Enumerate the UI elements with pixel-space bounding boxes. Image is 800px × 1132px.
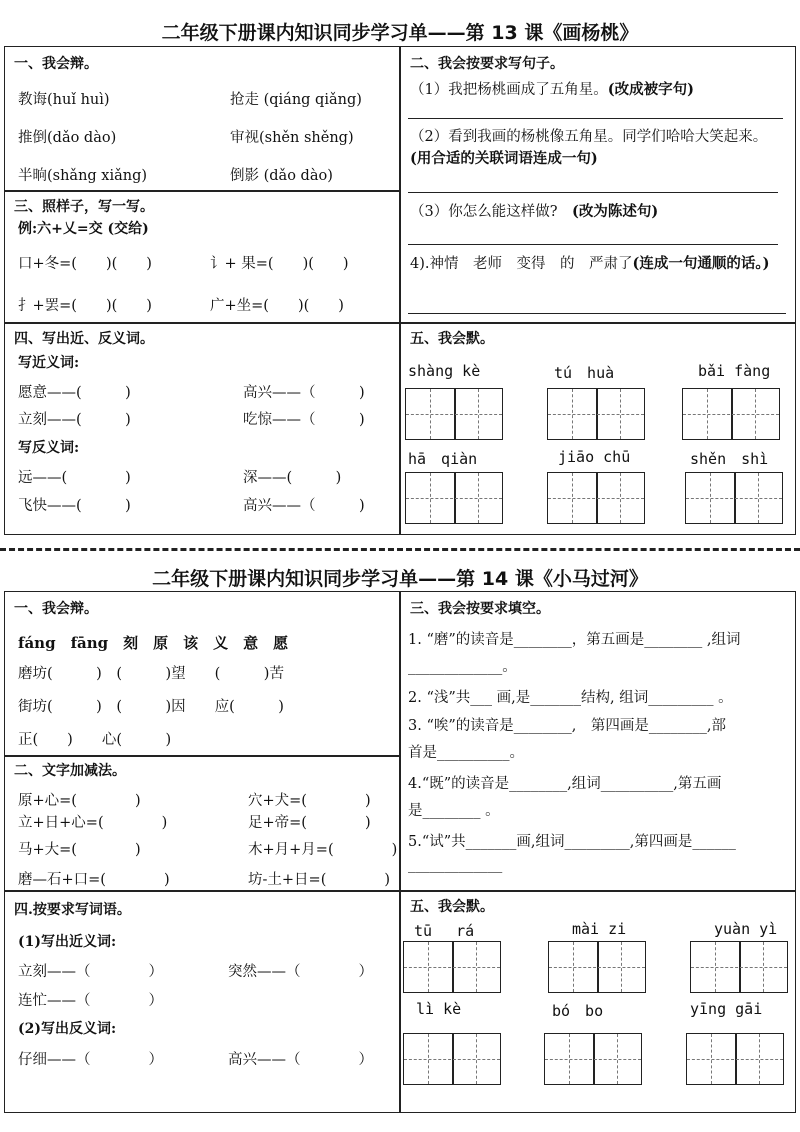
compose-item: 口+冬=( )( ) xyxy=(18,256,152,272)
distinguish-item: 半晌(shǎng xiǎng) xyxy=(18,168,148,184)
sheet1-sec1-heading: 一、我会辩。 xyxy=(14,56,98,72)
writing-grid[interactable] xyxy=(548,941,646,993)
synonym-item: 高兴——（ ) xyxy=(243,385,365,401)
distinguish-item: 倒影 (dǎo dào) xyxy=(230,168,333,184)
sheet2-sec2-heading: 二、文字加减法。 xyxy=(14,763,126,779)
compose-item: 扌+罢=( )( ) xyxy=(18,298,152,314)
pinyin-label: jiāo chū xyxy=(558,448,631,466)
char-math-item: 立+日+心=( ) xyxy=(18,815,168,831)
pinyin-label: yuàn yì xyxy=(714,920,778,938)
sheet2-title: 二年级下册课内知识同步学习单——第 14 课《小马过河》 xyxy=(152,568,648,590)
fill-blank-line: 首是__________。 xyxy=(408,745,524,761)
writing-grid[interactable] xyxy=(544,1033,642,1085)
pinyin-label: bǎi fàng xyxy=(698,362,771,380)
cut-line xyxy=(0,548,800,551)
writing-grid[interactable] xyxy=(403,1033,501,1085)
fill-blank-line: 5.“试”共_______画,组词_________,第四画是______ xyxy=(408,834,736,850)
antonym-item: 远——( ) xyxy=(18,470,131,486)
char-math-item: 原+心=( ) xyxy=(18,793,141,809)
compose-item: 讠+ 果=( )( ) xyxy=(210,256,349,272)
sentence-q3: （3）你怎么能这样做? (改为陈述句) xyxy=(410,203,659,220)
fill-blank-line: 是________ 。 xyxy=(408,803,500,819)
pinyin-label: yīng gāi xyxy=(690,1000,763,1018)
sheet1-sec5-heading: 五、我会默。 xyxy=(410,331,494,347)
pinyin-label: tú huà xyxy=(554,364,615,382)
writing-grid[interactable] xyxy=(682,388,780,440)
synonym-item: 愿意——( ) xyxy=(18,385,131,401)
sheet1-sec2-heading: 二、我会按要求写句子。 xyxy=(410,56,564,72)
compose-item: 广+坐=( )( ) xyxy=(210,298,344,314)
sheet2-near-label: (1)写出近义词: xyxy=(18,934,117,950)
char-math-item: 穴+犬=( ) xyxy=(248,793,371,809)
sheet1-sec3-example: 例:六+乂=交 (交给) xyxy=(18,221,149,237)
sheet1-near-label: 写近义词: xyxy=(18,355,80,371)
sheet1-sec4-heading: 四、写出近、反义词。 xyxy=(14,331,154,347)
sheet2-char-bank: fáng fāng 刻 原 该 义 意 愿 xyxy=(18,634,289,652)
pinyin-label: hā qiàn xyxy=(408,450,478,468)
distinguish-item: 推倒(dǎo dào) xyxy=(18,130,117,146)
pinyin-label: lì kè xyxy=(416,1000,462,1018)
writing-grid[interactable] xyxy=(686,1033,784,1085)
antonym-item: 深——( ) xyxy=(243,470,342,486)
synonym-item: 立刻——（ ） xyxy=(18,964,163,980)
distinguish-row: 正( ) 心( ) xyxy=(18,732,172,748)
sheet2-sec4-heading: 四.按要求写词语。 xyxy=(14,902,131,918)
distinguish-item: 抢走 (qiáng qiǎng) xyxy=(230,92,362,108)
antonym-item: 飞快——( ) xyxy=(18,498,131,514)
char-math-item: 足+帝=( ) xyxy=(248,815,371,831)
sheet1-title: 二年级下册课内知识同步学习单——第 13 课《画杨桃》 xyxy=(161,22,639,44)
pinyin-label: tū rá xyxy=(414,922,475,940)
sheet2-sec5-heading: 五、我会默。 xyxy=(410,899,494,915)
sentence-q2: （2）看到我画的杨桃像五角星。同学们哈哈大笑起来。(用合适的关联词语连成一句) xyxy=(410,129,768,167)
writing-grid[interactable] xyxy=(403,941,501,993)
writing-grid[interactable] xyxy=(690,941,788,993)
pinyin-label: shàng kè xyxy=(408,362,481,380)
char-math-item: 马+大=( ) xyxy=(18,842,141,858)
writing-grid[interactable] xyxy=(405,472,503,524)
fill-blank-line: _____________ xyxy=(408,857,503,873)
pinyin-label: bó bo xyxy=(552,1002,604,1020)
fill-blank-line: 3. “唉”的读音是________, 第四画是________,部 xyxy=(408,718,726,734)
sheet2-anti-label: (2)写出反义词: xyxy=(18,1021,117,1037)
sentence-q1: （1）我把杨桃画成了五角星。(改成被字句) xyxy=(410,81,694,98)
sentence-q4: 4).神情 老师 变得 的 严肃了(连成一句通顺的话。) xyxy=(410,255,770,272)
sheet1-anti-label: 写反义词: xyxy=(18,440,80,456)
fill-blank-line: 4.“既”的读音是________,组词__________,第五画 xyxy=(408,776,722,792)
distinguish-item: 审视(shěn shěng) xyxy=(230,130,354,146)
distinguish-row: 磨坊( ) ( )望 ( )苦 xyxy=(18,666,284,682)
pinyin-label: mài zi xyxy=(572,920,627,938)
writing-grid[interactable] xyxy=(685,472,783,524)
fill-blank-line: 2. “浅”共___ 画,是_______结构, 组词_________ 。 xyxy=(408,690,733,706)
antonym-item: 高兴——（ ） xyxy=(228,1052,373,1068)
fill-blank-line: _____________。 xyxy=(408,659,517,675)
synonym-item: 立刻——( ) xyxy=(18,412,131,428)
distinguish-item: 教诲(huǐ huì) xyxy=(18,92,110,108)
sheet2-sec3-heading: 三、我会按要求填空。 xyxy=(410,601,550,617)
synonym-item: 突然——（ ） xyxy=(228,964,373,980)
sheet2-sec1-heading: 一、我会辩。 xyxy=(14,601,98,617)
pinyin-label: shěn shì xyxy=(690,450,769,468)
antonym-item: 仔细——（ ） xyxy=(18,1052,163,1068)
writing-grid[interactable] xyxy=(547,472,645,524)
antonym-item: 高兴——（ ) xyxy=(243,498,365,514)
char-math-item: 木+月+月=( ) xyxy=(248,842,398,858)
writing-grid[interactable] xyxy=(547,388,645,440)
fill-blank-line: 1. “磨”的读音是________，第五画是________ ,组词 xyxy=(408,632,741,648)
distinguish-row: 街坊( ) ( )因 应( ) xyxy=(18,699,284,715)
synonym-item: 连忙——（ ） xyxy=(18,993,163,1009)
synonym-item: 吃惊——（ ) xyxy=(243,412,365,428)
writing-grid[interactable] xyxy=(405,388,503,440)
char-math-item: 坊-土+日=( ) xyxy=(248,872,391,888)
char-math-item: 磨—石+口=( ) xyxy=(18,872,170,888)
sheet1-sec3-heading: 三、照样子，写一写。 xyxy=(14,199,154,215)
